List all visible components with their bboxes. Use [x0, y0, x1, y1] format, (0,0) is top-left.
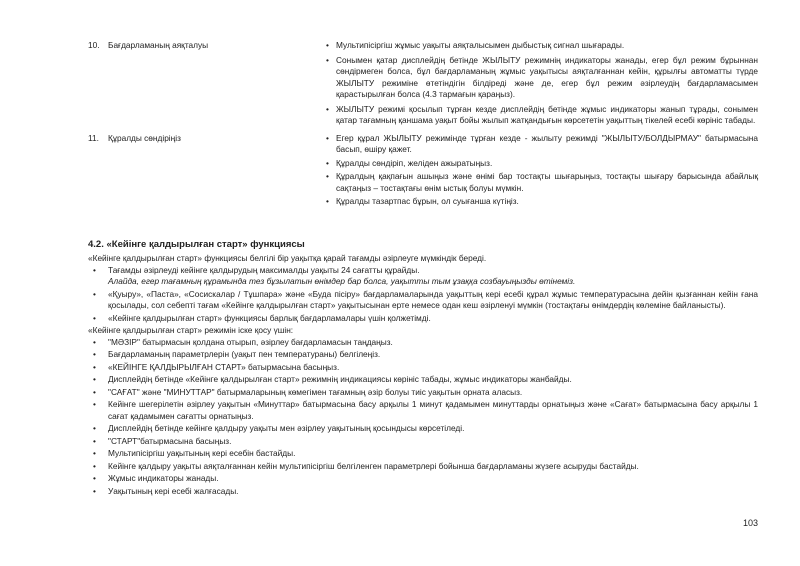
step-bullets [326, 133, 758, 208]
warning-note: Алайда, егер тағамның құрамында тез бұзылатын өнімдер бар болса, уақытты тым ұзаққа созбауыңызды өтінеміз. [108, 276, 576, 286]
list-item: • Құралды сөндіріп, желіден ажыратыңыз. [326, 158, 758, 170]
list-item: • Мультипісіргіш жұмыс уақыты аяқталысымен дыбыстық сигнал шығарады. [326, 40, 758, 52]
info-list [88, 265, 758, 325]
list-item: • "САҒАТ" және "МИНУТТАР" батырмаларының көмегімен тағамның әзір болуы тиіс уақытын орната аласыз. [88, 387, 758, 399]
list-item: • "МӘЗІР" батырмасын қолдана отырып, әзірлеу бағдарламасын таңдаңыз. [88, 337, 758, 349]
list-item [88, 265, 758, 288]
list-item: • Жұмыс индикаторы жанады. [88, 473, 758, 485]
list-item: • Кейінге шегерілетін әзірлеу уақытын «Минуттар» батырмасына басу арқылы 1 минут қадамымен минуттарды орнатыңыз және «Сағат» батырмасына басу арқылы 1 сағат қадамымен сағатты орнатыңыз. [88, 399, 758, 422]
list-item: • ЖЫЛЫТУ режимі қосылып тұрған кезде дисплейдің бетінде жұмыс индикаторы жанып тұрады, сонымен қатар тағамның қаншама уақыт бойы жылып жатқандығын көрсететін уақыттың тікелей есебі көрініс табады. [326, 104, 758, 127]
list-item: • "СТАРТ"батырмасына басыңыз. [88, 436, 758, 448]
list-item: • Сонымен қатар дисплейдің бетінде ЖЫЛЫТУ режимнің индикаторы жанады, егер бұл режим бұрыннан сөндірмеген болса, бұл бағдарламаның жұмыс уақытысы аяқталғаннан кейін, құрылғы автоматты түрде ЖЫЛЫТУ режиміне өтетіндігін білдіреді және де, егер бұл режим әзірлеудің бағдарламасымен қарастырылған болса (4.3 тармағын қараңыз). [326, 55, 758, 101]
steps-table [88, 40, 758, 210]
step-title: Бағдарламаның аяқталуы [108, 40, 209, 50]
step-title: Құралды сөндіріңіз [108, 132, 181, 143]
list-item: • «Кейінге қалдырылған старт» функциясы барлық бағдарламалары үшін қолжетімді. [88, 313, 758, 325]
step-row-11 [88, 133, 758, 210]
list-item: • Бағдарламаның параметрлерін (уақыт пен температураны) белгілеңіз. [88, 349, 758, 361]
page-number: 103 [742, 518, 758, 528]
list-item: • «Қуыру», «Паста», «Сосискалар / Тұшпара» және «Буда пісіру» бағдарламаларында уақыттың кері есебі құрал жұмыс температурасына дейін қызғаннан кейін ғана қосылады, сол себепті тағам «Кейінге қалдырылған старт» уақытысынан ерте немесе одан кеш әзірленуі мүмкін (тостақтағы өнімдердің көлеміне байланысты). [88, 289, 758, 312]
step-number: 11. [88, 132, 99, 143]
delayed-start-section [88, 238, 758, 498]
list-item: • Дисплейдің бетінде «Кейінге қалдырылған старт» режимнің индикациясы көрініс табады, жұмыс индикаторы жанбайды. [88, 374, 758, 386]
list-item: • Кейінге қалдыру уақыты аяқталғаннан кейін мультипісіргіш белгіленген параметрлері бойынша бағдарламаны жүзеге асыруды бастайды. [88, 461, 758, 473]
list-item: • Мультипісіргіш уақытының кері есебін бастайды. [88, 448, 758, 460]
list-item: • «КЕЙІНГЕ ҚАЛДЫРЫЛҒАН СТАРТ» батырмасына басыңыз. [88, 362, 758, 374]
step-row-10 [88, 40, 758, 130]
section-heading: 4.2. «Кейінге қалдырылған старт» функциясы [88, 239, 305, 250]
list-item: • Құралдың қақпағын ашыңыз және өнімі бар тостақты шығарыңыз, тостақты шығару барысында абайлық сақтаңыз – тостақтағы өнім ыстық болуы мүмкін. [326, 171, 758, 194]
step-bullets [326, 40, 758, 127]
step-number: 10. [88, 40, 100, 50]
list-item-text: Тағамды әзірлеуді кейінге қалдырудың максималды уақыты 24 сағатты құрайды. [108, 264, 420, 275]
list-item: • Дисплейдің бетінде кейінге қалдыру уақыты мен әзірлеу уақытының қосындысы көрсетіледі. [88, 423, 758, 435]
procedure-list [88, 337, 758, 498]
list-item: • Уақытының кері есебі жалғасады. [88, 486, 758, 498]
section-intro-2: «Кейінге қалдырылған старт» режимін іске қосу үшін: [88, 325, 294, 335]
section-intro: «Кейінге қалдырылған старт» функциясы белгілі бір уақытқа қарай тағамды әзірлеуге мүмкіндік береді. [88, 253, 487, 263]
list-item: • Егер құрал ЖЫЛЫТУ режимінде тұрған кезде - жылыту режимді "ЖЫЛЫТУ/БОЛДЫРМАУ" батырмасына басып, өшіру қажет. [326, 133, 758, 156]
list-item: • Құралды тазартпас бұрын, ол суығанша күтіңіз. [326, 196, 758, 208]
